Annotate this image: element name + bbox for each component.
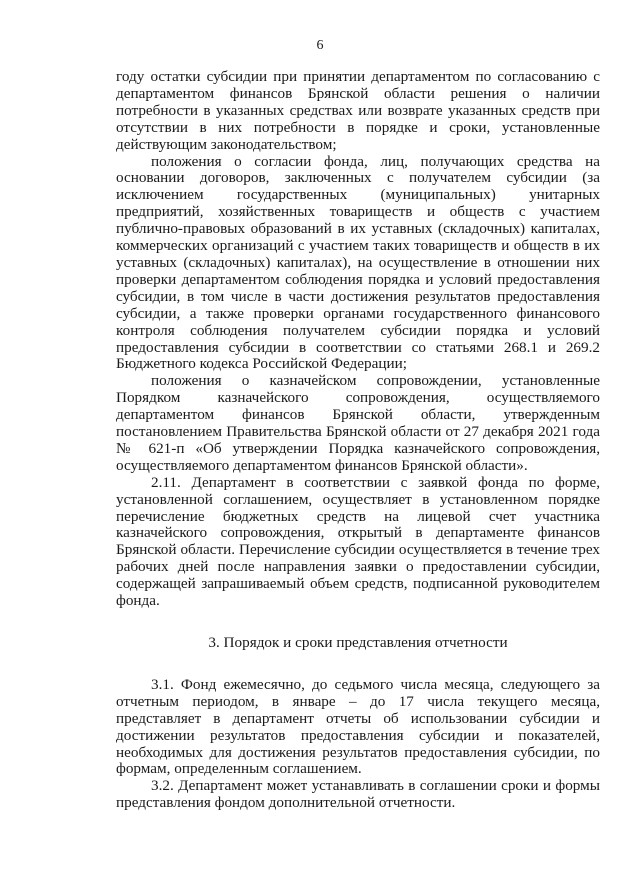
paragraph-continuation: году остатки субсидии при принятии департаментом по согласованию с департаментом финансов Брянской области решения о наличии потребности в указанных средствах или возврате указанных средств при отсутствии в них потребности в порядке и сроки, установленные действующим законодательством;	[116, 68, 600, 153]
paragraph-consent-provisions: положения о согласии фонда, лиц, получающих средства на основании договоров, заключенных с получателем субсидии (за исключением государственных (муниципальных) унитарных предприятий, хозяйственных товариществ и обществ с участием публично-правовых образований в их уставных (складочных) капиталах, коммерческих организаций с участием таких товариществ и обществ в их уставных (складочных) капиталах), на осуществление в отношении них проверки департаментом соблюдения порядка и условий предоставления субсидии, в том числе в части достижения результатов предоставления субсидии, а также проверки органами государственного финансового контроля соблюдения получателем субсидии порядка и условий предоставления субсидии в соответствии со статьями 268.1 и 269.2 Бюджетного кодекса Российской Федерации;	[116, 152, 600, 373]
paragraph-treasury-support: положения о казначейском сопровождении, установленные Порядком казначейского сопровождения, осуществляемого департаментом финансов Брянской области, утвержденным постановлением Правительства Брянской области от 27 декабря 2021 года № 621-п «Об утверждении Порядка казначейского сопровождения, осуществляемого департаментом финансов Брянской области».	[116, 372, 600, 474]
page-number: 6	[316, 38, 324, 53]
paragraph-3-2: 3.2. Департамент может устанавливать в соглашении сроки и формы представления фондом дополнительной отчетности.	[116, 777, 600, 812]
paragraph-3-1: 3.1. Фонд ежемесячно, до седьмого числа месяца, следующего за отчетным периодом, в январе – до 17 числа текущего месяца, представляет в департамент отчеты об использовании субсидии и достижении результатов предоставления субсидии и показателей, необходимых для достижения результатов предоставления субсидии, по формам, определенным соглашением.	[116, 675, 600, 778]
document-body	[116, 69, 600, 812]
paragraph-2-11: 2.11. Департамент в соответствии с заявкой фонда по форме, установленной соглашением, осуществляет в установленном порядке перечисление бюджетных средств на лицевой счет участника казначейского сопровождения, открытый в департаменте финансов Брянской области. Перечисление субсидии осуществляется в течение трех рабочих дней после направления заявки о предоставлении субсидии, содержащей запрашиваемый объем средств, подписанной руководителем фонда.	[116, 473, 600, 610]
section-title: 3. Порядок и сроки представления отчетности	[208, 634, 508, 651]
